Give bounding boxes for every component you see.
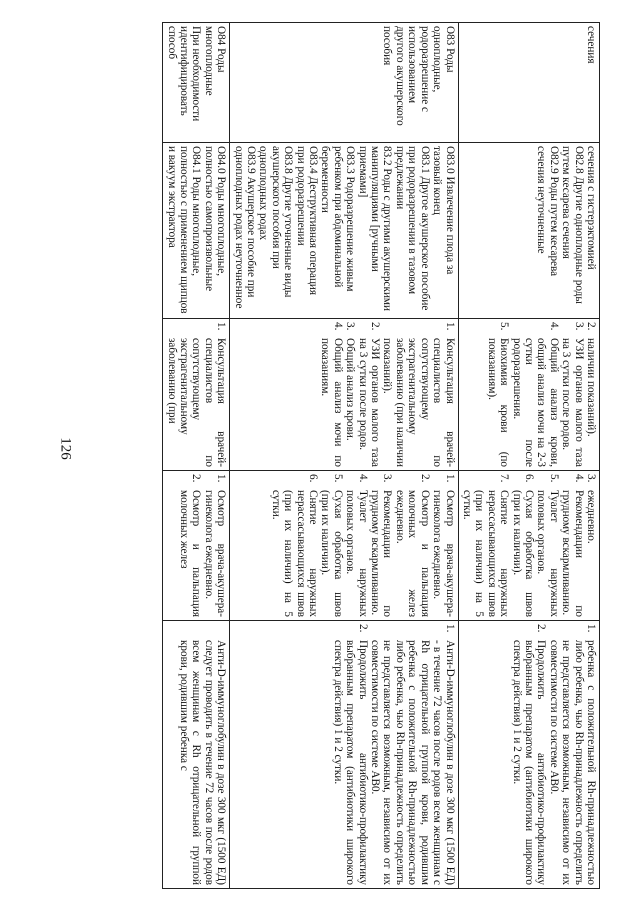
table-row bbox=[230, 23, 458, 889]
item-number: 3. bbox=[381, 474, 394, 483]
list-item bbox=[510, 322, 560, 467]
item-text: Продолжить антибиотико-профилактику выбранным препаратом (антибиотики широкого спектра действия) 1 и 2 сутки. bbox=[331, 640, 369, 885]
list-item bbox=[202, 474, 227, 617]
item-number: 1. bbox=[215, 322, 228, 331]
item-number: 1. bbox=[443, 322, 456, 331]
table-row bbox=[458, 23, 599, 889]
item-text: Продолжить антибиотико-профилактику выбранным препаратом (антибиотики широкого спектра действия) 1 и 2 сутки. bbox=[510, 640, 548, 885]
item-number bbox=[178, 624, 228, 640]
codes-cell-line: сечения с гистерэктомией bbox=[585, 146, 597, 270]
item-text: Туалет наружных половых органов. bbox=[344, 490, 369, 617]
list-item bbox=[535, 474, 560, 617]
item-number: 3. bbox=[585, 474, 597, 483]
diagnosis-cell-line: O84 Роды многоплодные bbox=[202, 26, 228, 96]
item-text: Сухая обработка швов (при их наличии). bbox=[319, 490, 344, 617]
treatment-cell bbox=[458, 621, 599, 889]
list-item bbox=[269, 474, 319, 617]
list-item bbox=[344, 322, 356, 467]
codes-cell-line: O83.3 Родоразрешение живым ребенком при абдоминальной беременности bbox=[319, 146, 357, 292]
rotated-table-page bbox=[108, 0, 608, 905]
item-text: Консультация врачей-специалистов по сопутствующему экстрагенитальному заболеванию (при bbox=[165, 338, 228, 467]
item-number: 1. bbox=[443, 624, 456, 633]
item-text: ребенка с положительной Rh-принадлежностью либо ребенка, чью Rh-принадлежность определить не представляется возможным, независимо от их совместимости по системе АВ0. bbox=[547, 640, 597, 885]
item-text: Общий анализ крови, общий анализ мочи на 2-3 сутки после родоразрешения. bbox=[510, 338, 560, 467]
item-number: 2. bbox=[585, 322, 597, 331]
diagnostics-cell bbox=[230, 319, 458, 471]
item-text: Анти-D-иммуноглобулин в дозе 300 мкг (1500 ЕД) - в течение 72 часов после родов всем женщинам с Rh отрицательной группой крови, родившим ребенка с положительной Rh-принадлежностью либо ребенка, чью Rh-принадлежность определить не представляется возможным, независимо от их совместимости по системе АВ0. bbox=[369, 640, 456, 885]
list-item bbox=[344, 474, 369, 617]
protocol-table bbox=[162, 22, 600, 889]
list-item bbox=[560, 322, 585, 467]
item-text: Осмотр и пальпация молочных желез ежедневно. bbox=[393, 490, 431, 617]
item-number: 6. bbox=[307, 474, 320, 483]
codes-cell-line: O83.0 Извлечение плода за тазовый конец bbox=[431, 146, 456, 275]
item-number: 2. bbox=[369, 322, 382, 331]
list-item bbox=[331, 624, 368, 885]
page-number: 126 bbox=[57, 437, 74, 460]
item-text: Осмотр врача-акушера-гинеколога ежедневно. bbox=[431, 490, 456, 617]
diagnostics-cell bbox=[458, 319, 599, 471]
item-number: 5. bbox=[331, 474, 344, 483]
list-item bbox=[431, 474, 456, 617]
codes-cell-line: 83.2 Роды с другими акушерскими манипуляциями [ручными приемами] bbox=[356, 146, 394, 311]
list-item bbox=[165, 322, 227, 467]
item-number: 2. bbox=[418, 474, 431, 483]
codes-cell-line: O83.8 Другие уточненные виды акушерского пособия при одноплодных родах bbox=[257, 146, 295, 298]
item-text: Биохимия крови (по показаниям). bbox=[485, 338, 511, 467]
diagnosis-cell bbox=[163, 23, 230, 143]
care-cell bbox=[163, 471, 230, 621]
table-body bbox=[163, 23, 600, 889]
list-item bbox=[394, 474, 431, 617]
codes-cell-line: O84.1 Роды многоплодные, полностью с применением щипцов и вакуум экстрактора bbox=[165, 146, 203, 314]
list-item bbox=[356, 322, 381, 467]
diagnostics-cell bbox=[163, 319, 230, 471]
item-number: 4. bbox=[356, 474, 369, 483]
item-number: 6. bbox=[522, 474, 535, 483]
codes-cell bbox=[458, 143, 599, 319]
codes-cell-line: O82.8 Другие одноплодные роды путем кесарева сечения bbox=[560, 146, 585, 304]
list-item bbox=[178, 474, 203, 617]
list-item bbox=[547, 624, 597, 885]
item-number: 4. bbox=[572, 474, 585, 483]
item-text: Рекомендации по грудному вскармливанию. bbox=[369, 490, 394, 617]
item-text: Рекомендации по грудному вскармливанию. bbox=[560, 490, 585, 617]
item-text: УЗИ органов малого таза на 3 сутки после родов. bbox=[356, 338, 382, 467]
item-text: Туалет наружных половых органов. bbox=[535, 490, 560, 617]
list-item bbox=[461, 474, 511, 617]
list-item bbox=[485, 322, 510, 467]
item-number: 5. bbox=[498, 322, 511, 331]
item-text: Сухая обработка швов (при их наличии). bbox=[510, 490, 535, 617]
diagnosis-cell-line: сечения bbox=[585, 26, 597, 64]
codes-cell-line: O83.4 Деструктивная операция при родоразрешении bbox=[294, 146, 320, 296]
list-item bbox=[585, 322, 597, 467]
item-number: 1. bbox=[443, 474, 456, 483]
codes-cell-line: O84.0 Роды многоплодные, полностью самопроизвольные bbox=[202, 146, 228, 292]
care-cell bbox=[458, 471, 599, 621]
item-text: УЗИ органов малого таза на 3 сутки после родов. bbox=[560, 338, 585, 467]
item-text: Осмотр и пальпация молочных желез bbox=[178, 490, 203, 617]
table-row bbox=[163, 23, 230, 889]
item-number: 2. bbox=[535, 624, 548, 633]
list-item bbox=[369, 624, 456, 885]
list-item bbox=[381, 322, 455, 467]
codes-cell bbox=[163, 143, 230, 319]
care-cell bbox=[230, 471, 458, 621]
item-number: 2. bbox=[356, 624, 369, 633]
list-item bbox=[510, 624, 547, 885]
item-text: наличии показаний). bbox=[585, 338, 597, 437]
codes-cell-line: O82.9 Роды путем кесарева сечения неуточненные bbox=[535, 146, 560, 277]
treatment-cell bbox=[163, 621, 230, 889]
diagnosis-cell-line: При необходимости идентифицировать способ bbox=[165, 26, 203, 122]
diagnosis-cell bbox=[458, 23, 599, 143]
item-text: Общий анализ крови. bbox=[344, 338, 357, 441]
item-number: 4. bbox=[547, 322, 560, 331]
codes-cell-line: O83.9 Акушерское пособие при одноплодных родах неуточненное bbox=[232, 146, 258, 309]
item-text: Консультация врачей-специалистов по сопутствующему экстрагенитальному заболеванию (при наличии показаний). bbox=[381, 338, 456, 467]
item-number: 4. bbox=[331, 322, 344, 331]
item-number: 5. bbox=[547, 474, 560, 483]
list-item bbox=[560, 474, 585, 617]
item-number: 1. bbox=[585, 624, 597, 633]
item-number: 2. bbox=[190, 474, 203, 483]
item-text: Снятие наружных нерассасывающихся швов (при их наличии) на 5 сутки. bbox=[269, 490, 320, 617]
list-item bbox=[369, 474, 394, 617]
item-text: Анти-D-иммуноглобулин в дозе 300 мкг (1500 ЕД) следует проводить в течение 72 часов после родов всем женщинам с Rh отрицательной группой крови, родившим ребенка с bbox=[178, 640, 228, 885]
item-text: Снятие наружных нерассасывающихся швов (при их наличии) на 5 сутки. bbox=[460, 490, 511, 617]
codes-cell bbox=[230, 143, 458, 319]
treatment-cell bbox=[230, 621, 458, 889]
item-text: Осмотр врача-акушера-гинеколога ежедневно. bbox=[202, 490, 228, 617]
item-number: 1. bbox=[215, 474, 228, 483]
list-item bbox=[178, 624, 228, 885]
diagnosis-cell-line: O83 Роды одноплодные, родоразрешение с использованием другого акушерского пособия bbox=[381, 26, 456, 126]
item-text: Общий анализ мочи по показаниям. bbox=[319, 338, 344, 467]
diagnosis-cell bbox=[230, 23, 458, 143]
list-item bbox=[585, 474, 597, 617]
codes-cell-line: O83.1 Другое акушерское пособие при родоразрешении в тазовом предлежании bbox=[393, 146, 431, 311]
item-number: 3. bbox=[344, 322, 357, 331]
item-number: 3. bbox=[572, 322, 585, 331]
list-item bbox=[319, 322, 344, 467]
item-number: 7. bbox=[498, 474, 511, 483]
list-item bbox=[319, 474, 344, 617]
list-item bbox=[510, 474, 535, 617]
item-text: ежедневно. bbox=[585, 490, 597, 544]
